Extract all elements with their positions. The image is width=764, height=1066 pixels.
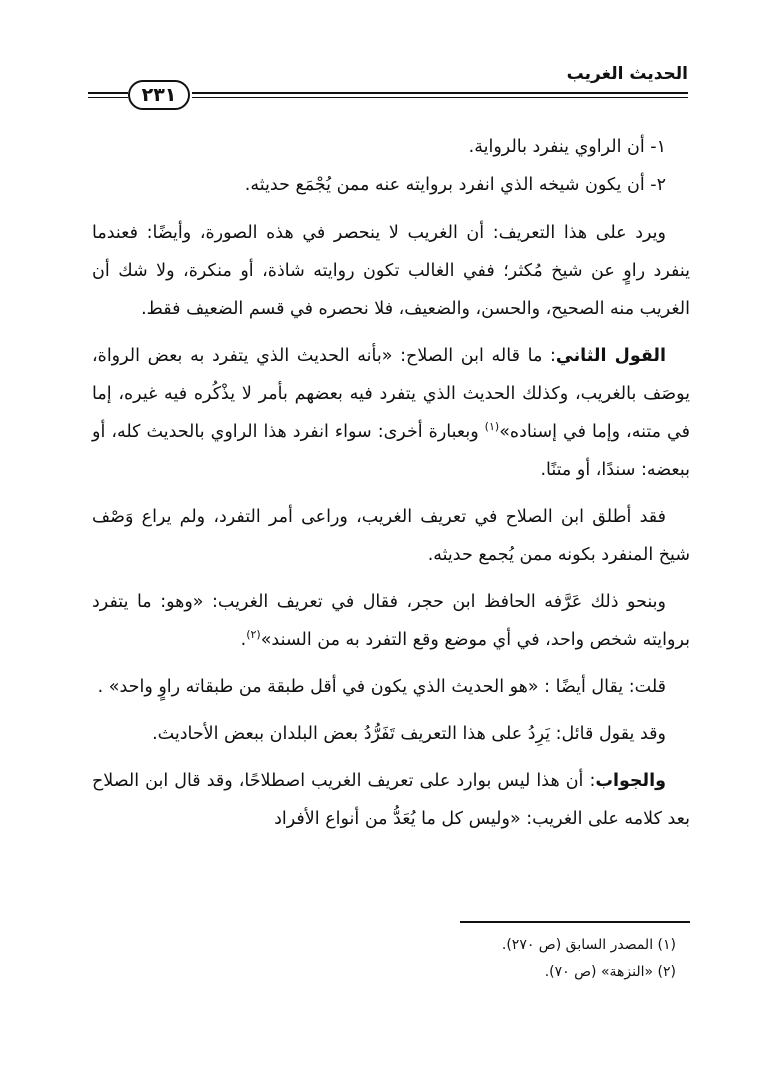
running-title: الحديث الغريب bbox=[566, 64, 688, 84]
page-header bbox=[88, 62, 688, 112]
footnote: (١) المصدر السابق (ص ٢٧٠). bbox=[501, 937, 676, 953]
paragraph-label: والجواب bbox=[595, 771, 666, 791]
footnotes bbox=[92, 932, 690, 986]
body-text bbox=[92, 128, 690, 847]
footnote: (٢) «النزهة» (ص ٧٠). bbox=[544, 964, 676, 980]
footnote-ref: (١) bbox=[484, 420, 500, 434]
list-item: ١- أن الراوي ينفرد بالرواية. bbox=[468, 137, 666, 157]
paragraph bbox=[92, 337, 690, 489]
paragraph bbox=[92, 583, 690, 659]
header-rule-left-thin bbox=[88, 97, 128, 98]
paragraph-text: وبنحو ذلك عَرَّفه الحافظ ابن حجر، فقال في تعريف الغريب: «وهو: ما يتفرد بروايته شخص واحد، في أي موضع وقع التفرد به من السند» bbox=[92, 592, 690, 650]
paragraph-text: وبعبارة أخرى: سواء انفرد هذا الراوي بالحديث كله، أو ببعضه: سندًا، أو متنًا. bbox=[92, 422, 690, 480]
paragraph: قلت: يقال أيضًا : «هو الحديث الذي يكون في أقل طبقة من طبقاته راوٍ واحد» . bbox=[97, 677, 666, 697]
paragraph: فقد أطلق ابن الصلاح في تعريف الغريب، وراعى أمر التفرد، ولم يراع وَصْف شيخ المنفرد بكونه ممن يُجمع حديثه. bbox=[92, 507, 690, 565]
paragraph-label: القول الثاني bbox=[555, 346, 666, 366]
paragraph: وقد يقول قائل: يَرِدُ على هذا التعريف تَفَرُّدُ بعض البلدان ببعض الأحاديث. bbox=[152, 724, 666, 744]
footnote-separator bbox=[460, 921, 690, 923]
paragraph-text: : أن هذا ليس بوارد على تعريف الغريب اصطلاحًا، وقد قال ابن الصلاح بعد كلامه على الغريب: «وليس كل ما يُعَدُّ من أنواع الأفراد bbox=[92, 771, 690, 829]
page-number: ٢٣١ bbox=[128, 80, 190, 110]
header-rule bbox=[192, 92, 688, 94]
paragraph-text: . bbox=[240, 630, 247, 650]
list-item: ٢- أن يكون شيخه الذي انفرد بروايته عنه ممن يُجْمَع حديثه. bbox=[244, 175, 666, 195]
header-rule-left bbox=[88, 92, 128, 94]
paragraph: ويرد على هذا التعريف: أن الغريب لا ينحصر في هذه الصورة، وأيضًا: فعندما ينفرد راوٍ عن شيخ مُكثر؛ ففي الغالب تكون روايته شاذة، أو منكرة، ولا شك أن الغريب منه الصحيح، والحسن، والضعيف، فلا نحصره في قسم الضعيف فقط. bbox=[92, 223, 690, 319]
footnote-ref: (٢) bbox=[246, 628, 261, 642]
header-rule-thin bbox=[192, 97, 688, 98]
paragraph bbox=[92, 762, 690, 838]
paragraph-text: : ما قاله ابن الصلاح: «بأنه الحديث الذي يتفرد به بعض الرواة، يوصَف بالغريب، وكذلك الحديث الذي يتفرد فيه بعضهم بأمر لا يذْكُره فيه غيره، إما في متنه، وإما في إسناده» bbox=[92, 346, 690, 442]
